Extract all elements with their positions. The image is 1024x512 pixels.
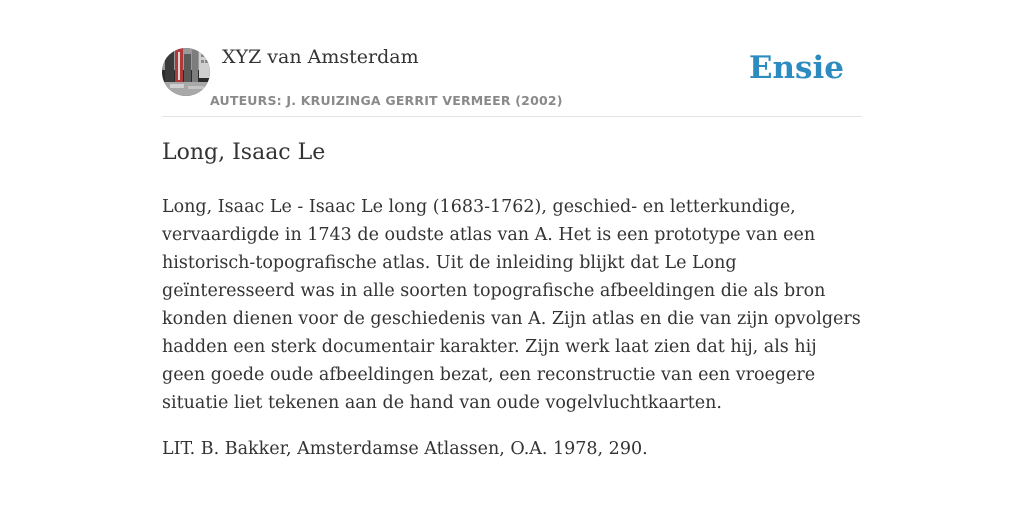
entry-literature: LIT. B. Bakker, Amsterdamse Atlassen, O.A. 1978, 290. [162, 439, 648, 459]
page-header [162, 46, 862, 117]
book-cover-icon[interactable] [162, 48, 210, 96]
book-authors: AUTEURS: J. KRUIZINGA GERRIT VERMEER (2002) [210, 93, 563, 108]
entry-body: Long, Isaac Le - Isaac Le long (1683-1762), geschied- en letterkundige, vervaardigde in 1743 de oudste atlas van A. Het is een prototype van een historisch-topografische atlas. Uit de inleiding blijkt dat Le Long geïnteresseerd was in alle soorten topografische afbeeldingen die als bron konden dienen voor de geschiedenis van A. Zijn atlas en die van zijn opvolgers hadden een sterk documentair karakter. Zijn werk laat zien dat hij, als hij geen goede oude afbeeldingen bezat, een reconstructie van een vroegere situatie liet tekenen aan de hand van oude vogelvluchtkaarten. [162, 197, 861, 413]
book-title[interactable]: XYZ van Amsterdam [222, 46, 419, 68]
entry-title: Long, Isaac Le [162, 140, 326, 165]
brand-logo[interactable]: Ensie [748, 50, 844, 86]
